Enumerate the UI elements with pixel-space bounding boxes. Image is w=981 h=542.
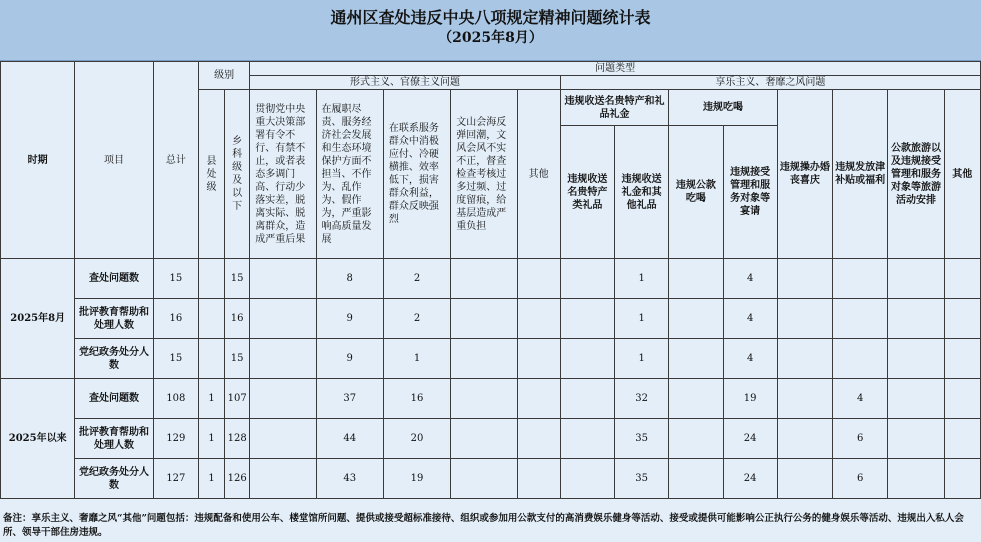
county-cell: 1 (198, 379, 224, 419)
f2-cell: 8 (316, 259, 383, 299)
eat1-cell (669, 259, 723, 299)
header-gift-group: 违规收送名贵特产和礼品礼金 (560, 90, 669, 126)
footnote: 备注：享乐主义、奢靡之风“其他”问题包括：违规配备和使用公车、楼堂馆所问题、提供或接受超标准接待、组织或参加用公款支付的高消费娱乐健身等活动、接受或提供可能影响公正执行公务的健身娱乐等活动、违规出入私人会所、领导干部住房违规。 (3, 513, 964, 538)
total-cell: 15 (153, 339, 198, 379)
eat2-cell: 24 (723, 419, 777, 459)
f-other-cell (517, 259, 560, 299)
header-formalism-2: 在履职尽责、服务经济社会发展和生态环境保护方面不担当、不作为、乱作为、假作为，严重影响高质量发展 (316, 90, 383, 259)
gift1-cell (560, 459, 614, 499)
eat2-cell: 4 (723, 259, 777, 299)
eat1-cell (669, 299, 723, 339)
total-cell: 127 (153, 459, 198, 499)
eat2-cell: 24 (723, 459, 777, 499)
f4-cell (451, 379, 517, 419)
allowance-cell: 4 (833, 379, 888, 419)
h-other-cell (944, 299, 980, 339)
f2-cell: 9 (316, 339, 383, 379)
gift2-cell: 35 (615, 419, 669, 459)
travel-cell (888, 339, 944, 379)
travel-cell (888, 419, 944, 459)
period-cell: 2025年8月 (1, 259, 75, 379)
page-subtitle: （2025年8月） (438, 30, 543, 46)
f2-cell: 44 (316, 419, 383, 459)
f1-cell (250, 339, 316, 379)
township-cell: 107 (225, 379, 250, 419)
county-cell: 1 (198, 419, 224, 459)
wedding-cell (777, 259, 832, 299)
travel-cell (888, 459, 944, 499)
f2-cell: 43 (316, 459, 383, 499)
header-problem-type: 问题类型 (250, 62, 981, 76)
header-formalism-4: 文山会海反弹回潮，文风会风不实不正，督查检查考核过多过频、过度留痕，给基层造成严重负担 (451, 90, 517, 259)
eat1-cell (669, 459, 723, 499)
eat2-cell: 19 (723, 379, 777, 419)
f-other-cell (517, 379, 560, 419)
allowance-cell: 6 (833, 459, 888, 499)
gift2-cell: 35 (615, 459, 669, 499)
gift1-cell (560, 259, 614, 299)
item-cell: 党纪政务处分人数 (75, 339, 153, 379)
header-formalism-3: 在联系服务群众中消极应付、冷硬横推、效率低下，损害群众利益，群众反映强烈 (383, 90, 450, 259)
table-header-banner (0, 0, 981, 61)
header-eating-1: 违规公款吃喝 (669, 126, 723, 259)
gift1-cell (560, 299, 614, 339)
f1-cell (250, 379, 316, 419)
f3-cell: 2 (383, 299, 450, 339)
header-period: 时期 (1, 62, 75, 259)
township-cell: 16 (225, 299, 250, 339)
table-row (1, 419, 981, 459)
item-cell: 党纪政务处分人数 (75, 459, 153, 499)
page-title: 通州区查处违反中央八项规定精神问题统计表 (330, 8, 651, 27)
f3-cell: 20 (383, 419, 450, 459)
travel-cell (888, 379, 944, 419)
gift2-cell: 1 (615, 259, 669, 299)
county-cell (198, 339, 224, 379)
header-formalism-other: 其他 (517, 90, 560, 259)
allowance-cell: 6 (833, 419, 888, 459)
f3-cell: 19 (383, 459, 450, 499)
header-wedding: 违规操办婚丧喜庆 (777, 90, 832, 259)
eat2-cell: 4 (723, 299, 777, 339)
county-cell (198, 299, 224, 339)
header-formalism-1: 贯彻党中央重大决策部署有令不行、有禁不止，或者表态多调门高、行动少落实差，脱离实际、脱离群众，造成严重后果 (250, 90, 316, 259)
f4-cell (451, 259, 517, 299)
gift2-cell: 1 (615, 339, 669, 379)
h-other-cell (944, 259, 980, 299)
header-allowance: 违规发放津补贴或福利 (833, 90, 888, 259)
township-cell: 128 (225, 419, 250, 459)
f-other-cell (517, 299, 560, 339)
travel-cell (888, 299, 944, 339)
table-row (1, 379, 981, 419)
f2-cell: 9 (316, 299, 383, 339)
table-row (1, 339, 981, 379)
header-gift-1: 违规收送名贵特产类礼品 (560, 126, 614, 259)
header-gift-2: 违规收送礼金和其他礼品 (615, 126, 669, 259)
wedding-cell (777, 419, 832, 459)
f1-cell (250, 459, 316, 499)
gift1-cell (560, 339, 614, 379)
header-total: 总计 (153, 62, 198, 259)
header-hedonism: 享乐主义、奢靡之风问题 (560, 76, 980, 90)
header-township-level: 乡科级及以下 (225, 90, 250, 259)
f-other-cell (517, 339, 560, 379)
gift1-cell (560, 419, 614, 459)
header-eating-2: 违规接受管理和服务对象等宴请 (723, 126, 777, 259)
f1-cell (250, 419, 316, 459)
item-cell: 批评教育帮助和处理人数 (75, 299, 153, 339)
eat1-cell (669, 379, 723, 419)
eat1-cell (669, 339, 723, 379)
wedding-cell (777, 339, 832, 379)
wedding-cell (777, 459, 832, 499)
total-cell: 15 (153, 259, 198, 299)
eat1-cell (669, 419, 723, 459)
header-county-level: 县处级 (198, 90, 224, 259)
h-other-cell (944, 339, 980, 379)
f3-cell: 2 (383, 259, 450, 299)
f-other-cell (517, 419, 560, 459)
wedding-cell (777, 379, 832, 419)
gift2-cell: 1 (615, 299, 669, 339)
h-other-cell (944, 459, 980, 499)
header-item: 项目 (75, 62, 153, 259)
statistics-table (0, 61, 981, 499)
gift1-cell (560, 379, 614, 419)
f3-cell: 1 (383, 339, 450, 379)
f4-cell (451, 339, 517, 379)
period-cell: 2025年以来 (1, 379, 75, 499)
header-level: 级别 (198, 62, 249, 90)
gift2-cell: 32 (615, 379, 669, 419)
item-cell: 查处问题数 (75, 259, 153, 299)
township-cell: 15 (225, 259, 250, 299)
header-travel: 公款旅游以及违规接受管理和服务对象等旅游活动安排 (888, 90, 944, 259)
item-cell: 批评教育帮助和处理人数 (75, 419, 153, 459)
header-eating-group: 违规吃喝 (669, 90, 778, 126)
item-cell: 查处问题数 (75, 379, 153, 419)
header-hedonism-other: 其他 (944, 90, 980, 259)
f-other-cell (517, 459, 560, 499)
f1-cell (250, 259, 316, 299)
allowance-cell (833, 259, 888, 299)
township-cell: 126 (225, 459, 250, 499)
total-cell: 16 (153, 299, 198, 339)
f4-cell (451, 459, 517, 499)
county-cell (198, 259, 224, 299)
f4-cell (451, 419, 517, 459)
f4-cell (451, 299, 517, 339)
f2-cell: 37 (316, 379, 383, 419)
h-other-cell (944, 379, 980, 419)
county-cell: 1 (198, 459, 224, 499)
h-other-cell (944, 419, 980, 459)
allowance-cell (833, 339, 888, 379)
allowance-cell (833, 299, 888, 339)
f3-cell: 16 (383, 379, 450, 419)
eat2-cell: 4 (723, 339, 777, 379)
table-row (1, 259, 981, 299)
township-cell: 15 (225, 339, 250, 379)
table-row (1, 299, 981, 339)
travel-cell (888, 259, 944, 299)
total-cell: 129 (153, 419, 198, 459)
header-formalism: 形式主义、官僚主义问题 (250, 76, 561, 90)
f1-cell (250, 299, 316, 339)
total-cell: 108 (153, 379, 198, 419)
wedding-cell (777, 299, 832, 339)
table-row (1, 459, 981, 499)
